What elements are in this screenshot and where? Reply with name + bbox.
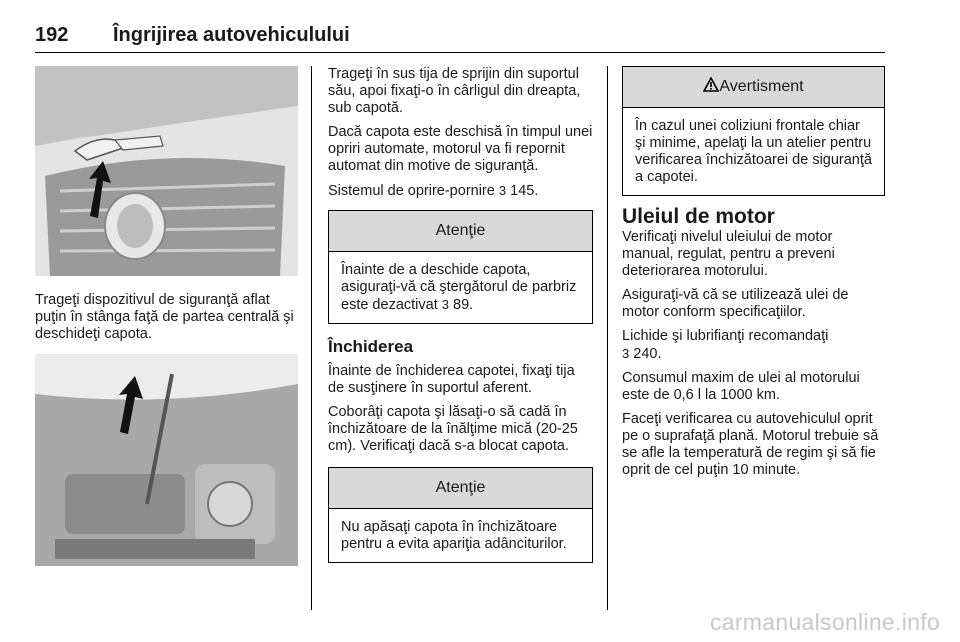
section-title-engine-oil: Uleiul de motor <box>622 205 775 228</box>
paragraph: Dacă capota este deschisă în timpul unei opriri automate, motorul va fi repornit automat din motive de siguranţă. <box>328 124 593 174</box>
middle-column <box>328 66 593 563</box>
page-title: Îngrijirea autovehiculului <box>113 24 350 46</box>
caption-1: Trageţi dispozitivul de siguranţă aflat puţin în stânga faţă de partea centrală şi deschideţi capota. <box>35 292 294 342</box>
caution-body: Nu apăsaţi capota în închizătoare pentru a evita apariţia adânciturilor. <box>341 519 567 552</box>
warning-triangle-icon <box>703 77 719 92</box>
paragraph: Coborâţi capota şi lăsaţi-o să cadă în închizătoare de la înălţime mică (20-25 cm). Verificaţi dacă s-a blocat capota. <box>328 404 578 454</box>
hood-release-illustration <box>35 66 298 276</box>
paragraph: Înainte de închiderea capotei, fixaţi tija de susţinere în suportul aferent. <box>328 363 575 396</box>
paragraph: Verificaţi nivelul uleiului de motor manual, regulat, pentru a preveni deteriorarea motorului. <box>622 229 835 279</box>
paragraph-text: Sistemul de oprire-pornire <box>328 183 499 199</box>
warning-header <box>623 67 884 108</box>
page-number: 192 <box>35 24 69 46</box>
xref-icon: 3 <box>441 297 449 312</box>
paragraph: Asiguraţi-vă că se utilizează ulei de motor conform specificaţiilor. <box>622 287 849 320</box>
paragraph <box>622 328 885 363</box>
header-rule <box>35 52 885 53</box>
watermark: carmanualsonline.info <box>709 609 940 635</box>
caution-title: Atenţie <box>329 468 592 509</box>
paragraph: Faceţi verificarea cu autovehiculul oprit pe o suprafaţă plană. Motorul trebuie să se afle la temperatură de regim şi să fie oprit de cel puţin 10 minute. <box>622 411 879 478</box>
paragraph: Consumul maxim de ulei al motorului este de 0,6 l la 1000 km. <box>622 370 860 403</box>
caution-box-2 <box>328 467 593 563</box>
page-ref: 89. <box>453 297 474 313</box>
subheading-closing: Închiderea <box>328 337 414 356</box>
paragraph-text: Lichide şi lubrifianţi recomandaţi <box>622 328 829 344</box>
caution-title: Atenţie <box>329 211 592 252</box>
column-divider-1 <box>311 66 312 610</box>
caution-text: Înainte de a deschide capota, asiguraţi-vă că ştergătorul de parbriz este dezactivat <box>341 262 577 313</box>
xref-icon: 3 <box>622 346 630 361</box>
caution-box-1 <box>328 210 593 324</box>
warning-body: În cazul unei coliziuni frontale chiar şi minime, apelaţi la un atelier pentru verificarea închizătoarei de siguranţă a capotei. <box>635 118 872 185</box>
paragraph: Trageţi în sus tija de sprijin din suportul său, apoi fixaţi-o în cârligul din dreapta, sub capotă. <box>328 66 581 116</box>
xref-icon: 3 <box>498 183 507 198</box>
page-header <box>35 24 885 52</box>
hood-support-illustration <box>35 354 298 566</box>
caution-body <box>329 252 592 323</box>
paragraph <box>328 182 593 200</box>
warning-box <box>622 66 885 196</box>
column-divider-2 <box>607 66 608 610</box>
right-column <box>622 66 885 486</box>
page-ref: 240. <box>633 346 662 362</box>
page-ref: 145. <box>510 183 539 199</box>
warning-title: Avertisment <box>719 78 804 95</box>
